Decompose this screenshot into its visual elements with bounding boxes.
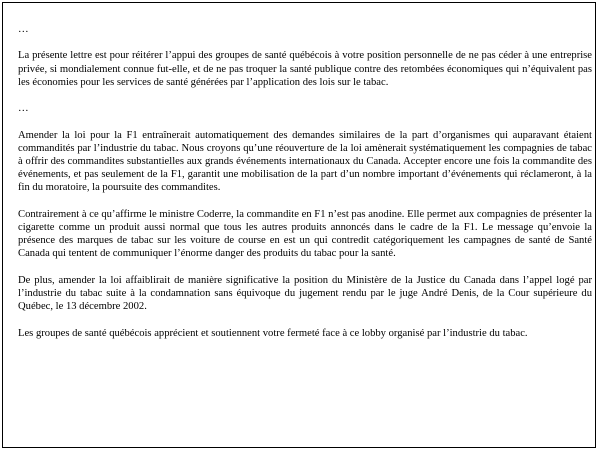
letter-frame — [2, 2, 596, 448]
spacer — [18, 313, 592, 326]
paragraph-coderre: Contrairement à ce qu’affirme le ministre Coderre, la commandite en F1 n’est pas anodine. Elle permet aux compagnies de présenter la cigarette comme un produit aussi normal que tous les autres produits annoncés dans le cadre de la F1. Le message qu’envoie la présence des marques de tabac sur les voiture de course en est un qui contredit catégoriquement les campagnes de santé de Santé Canada qui tentent de communiquer l’énorme danger des produits du tabac pour la santé. — [18, 208, 592, 260]
spacer — [18, 89, 592, 102]
paragraph-amend-law: Amender la loi pour la F1 entraînerait automatiquement des demandes similaires de la part d’organismes qui auparavant étaient commandités par l’industrie du tabac. Nous croyons qu’une réouverture de la loi amènerait systématiquement les compagnies de tabac à offrir des commandites substantielles aux grands événements internationaux du Canada. Accepter encore une fois la commandite des événements, et pas seulement de la F1, garantit une mobilisation de la part d’un nombre important d’événements qui réclameront, à la fin du moratoire, la poursuite des commandites. — [18, 129, 592, 194]
spacer — [18, 36, 592, 49]
ellipsis-top: … — [18, 24, 29, 35]
paragraph-support: La présente lettre est pour réitérer l’appui des groupes de santé québécois à votre position personnelle de ne pas céder à une entreprise privée, si mondialement connue fut-elle, et de ne pas troquer la santé publique contre des retombées économiques qui n’équivalent pas les économies pour les services de santé générées par l’application des lois sur le tabac. — [18, 50, 592, 88]
ellipsis-middle: … — [18, 103, 29, 115]
paragraph-justice: De plus, amender la loi affaiblirait de manière significative la position du Ministère de la Justice du Canada dans l’appel logé par l’industrie du tabac suite à la condamnation sans équivoque du jugement rendu par le juge André Denis, de la Cour supérieure du Québec, le 13 décembre 2002. — [18, 274, 592, 313]
spacer — [18, 195, 592, 208]
paragraph-conclusion: Les groupes de santé québécois apprécient et soutiennent votre fermeté face à ce lobby organisé par l’industrie du tabac. — [18, 327, 528, 339]
letter-body — [18, 23, 592, 340]
spacer — [18, 261, 592, 274]
spacer — [18, 115, 592, 128]
